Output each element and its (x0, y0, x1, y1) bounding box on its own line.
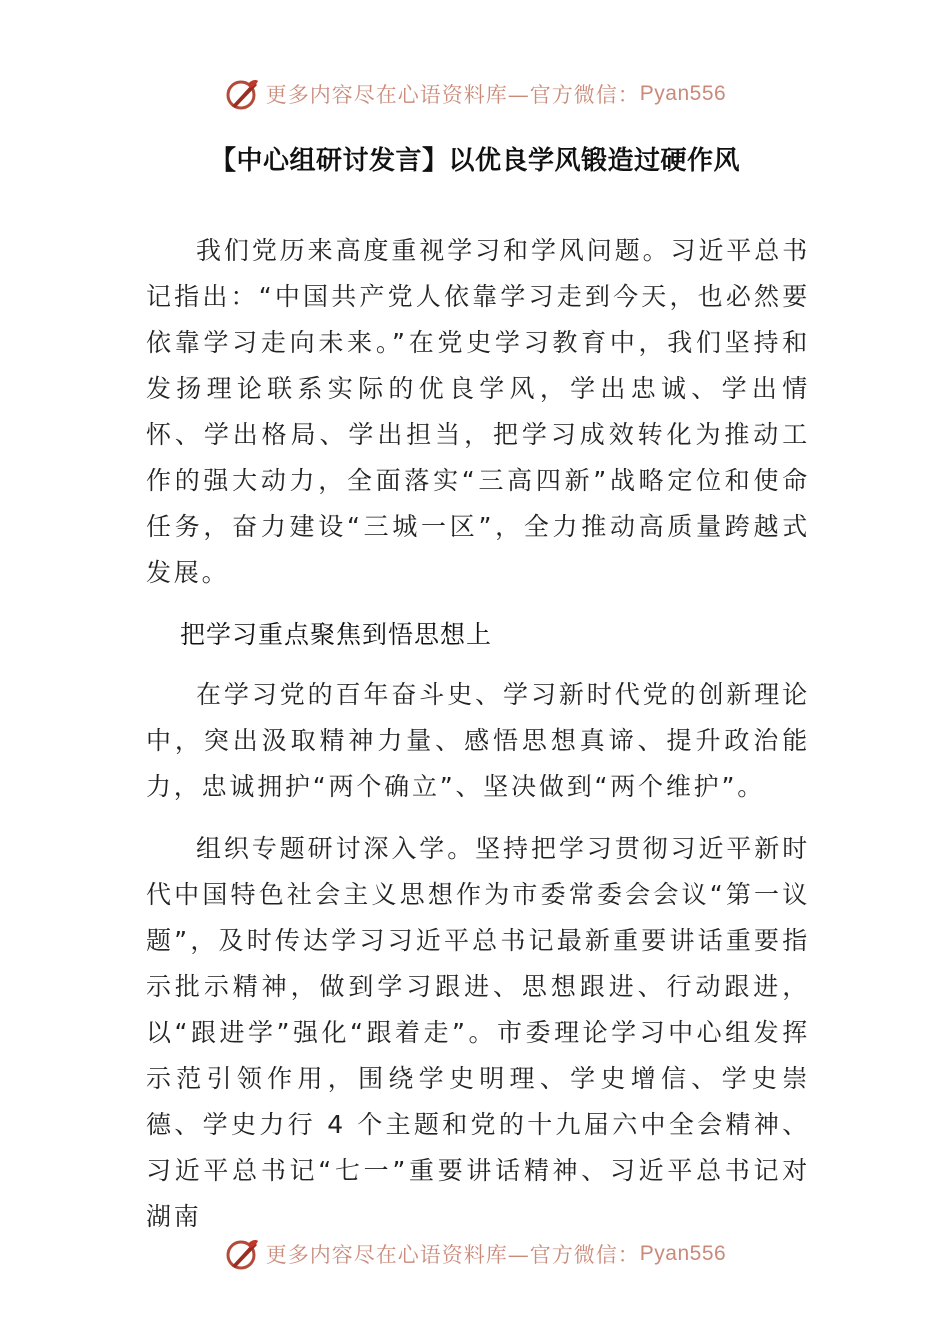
paragraph-intro: 我们党历来高度重视学习和学风问题。习近平总书记指出：“中国共产党人依靠学习走到今天，也必然要依靠学习走向未来。”在党史学习教育中，我们坚持和发扬理论联系实际的优良学风，学出忠诚、学出情怀、学出格局、学出担当，把学习成效转化为推动工作的强大动力，全面落实“三高四新”战略定位和使命任务，奋力建设“三城一区”，全力推动高质量跨越式发展。 (146, 236, 810, 587)
pen-logo-icon (224, 1236, 260, 1272)
document-body (146, 228, 810, 1256)
watermark-handle: Pyan556 (639, 1242, 727, 1265)
watermark-text: 更多内容尽在心语资料库—官方微信： (265, 83, 640, 107)
pen-logo-icon (224, 76, 260, 112)
watermark-handle: Pyan556 (639, 82, 727, 105)
header-watermark (0, 70, 950, 118)
section-heading: 把学习重点聚焦到悟思想上 (180, 620, 493, 649)
paragraph-section-intro: 在学习党的百年奋斗史、学习新时代党的创新理论中，突出汲取精神力量、感悟思想真谛、提升政治能力，忠诚拥护“两个确立”、坚决做到“两个维护”。 (146, 680, 810, 801)
watermark-text: 更多内容尽在心语资料库—官方微信： (265, 1243, 640, 1267)
document-title: 【中心组研讨发言】以优良学风锻造过硬作风 (209, 146, 740, 176)
footer-watermark (0, 1230, 950, 1278)
paragraph-study-seminar: 组织专题研讨深入学。坚持把学习贯彻习近平新时代中国特色社会主义思想作为市委常委会会议“第一议题”，及时传达学习习近平总书记最新重要讲话重要指示批示精神，做到学习跟进、思想跟进、行动跟进，以“跟进学”强化“跟着走”。市委理论学习中心组发挥示范引领作用，围绕学史明理、学史增信、学史崇德、学史力行 4 个主题和党的十九届六中全会精神、习近平总书记“七一”重要讲话精神、习近平总书记对湖南 (146, 834, 810, 1231)
